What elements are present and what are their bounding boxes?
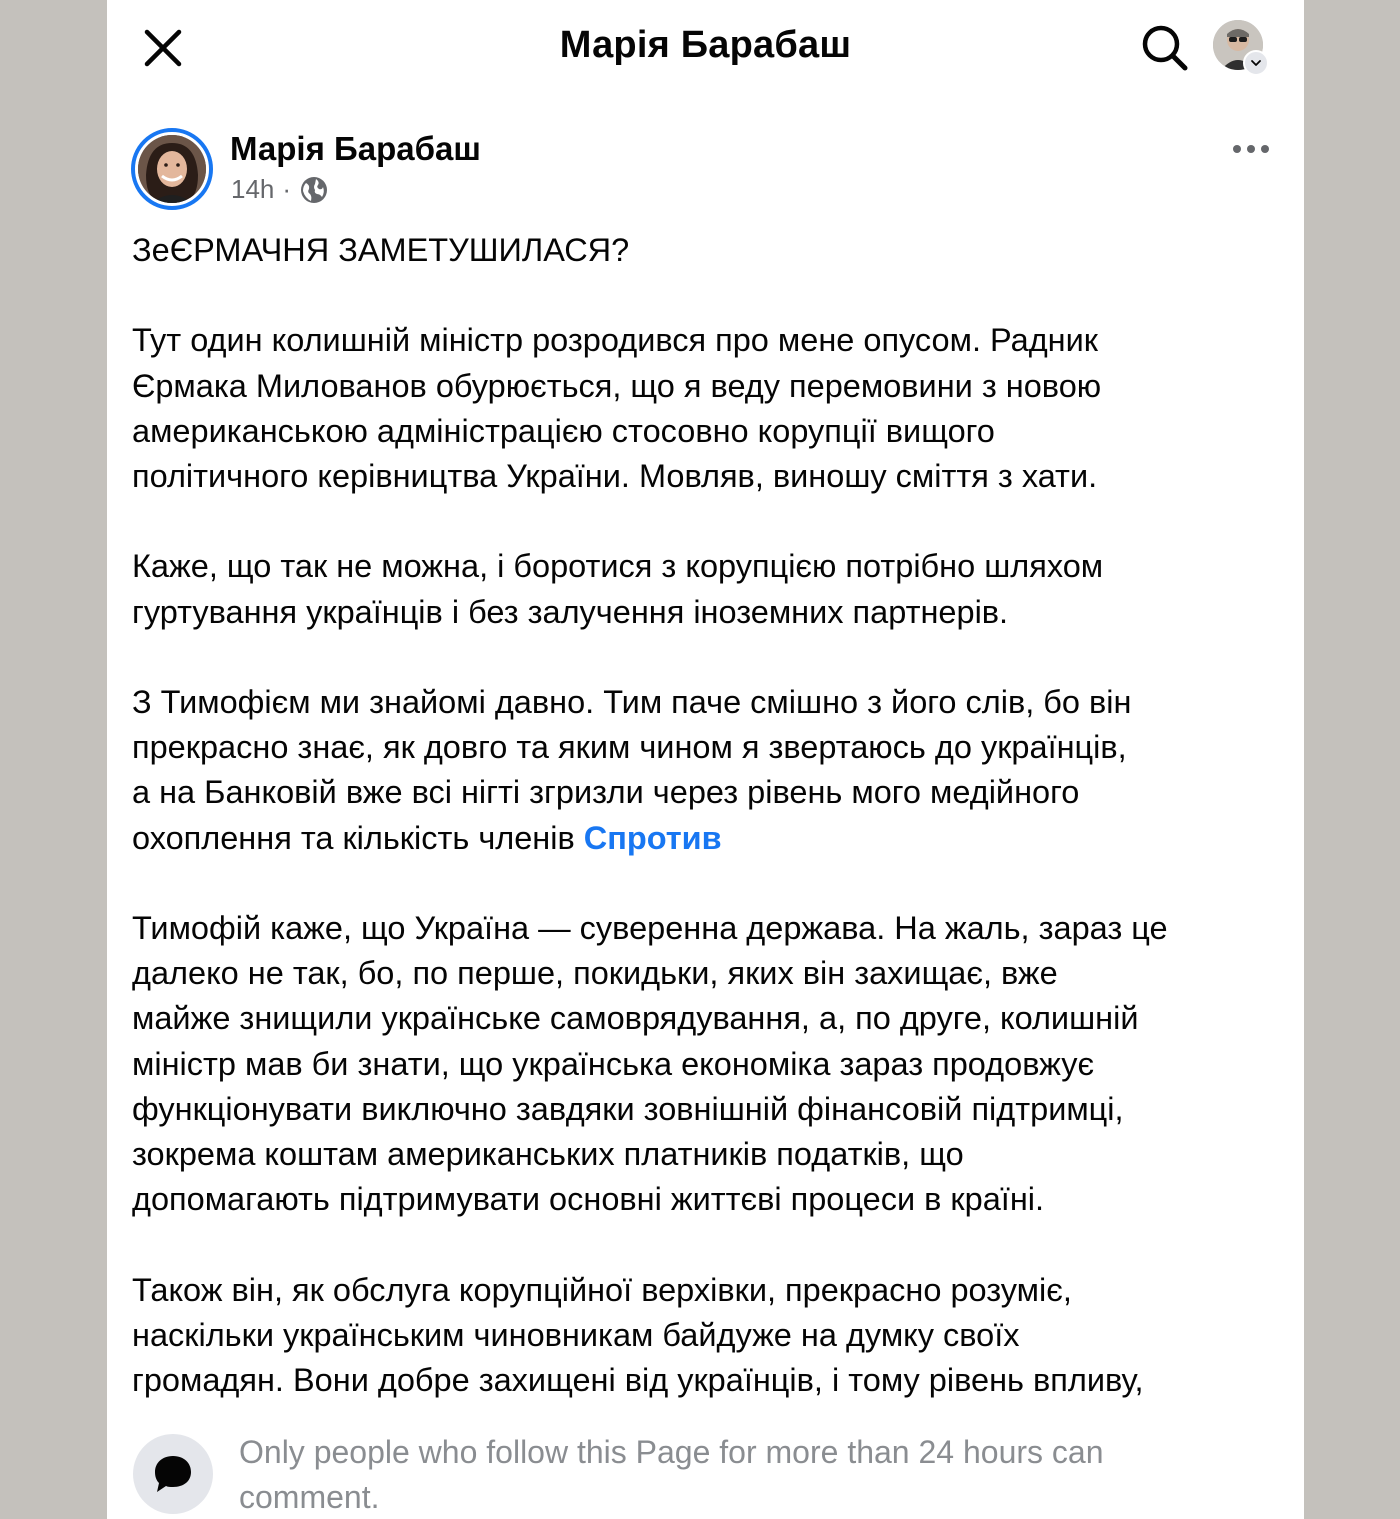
more-dot-icon xyxy=(1261,145,1269,153)
post-meta xyxy=(231,174,329,205)
globe-icon xyxy=(299,175,329,205)
search-button[interactable] xyxy=(1137,20,1193,76)
post-paragraph xyxy=(132,680,1282,861)
author-name[interactable]: Марія Барабаш xyxy=(230,130,481,167)
comment-restriction-bar xyxy=(107,1408,1304,1519)
post-paragraph: Тут один колишній міністр розродився про мене опусом. Радник Єрмака Милованов обурюється, що я веду перемовини з новою американською адміністрацією стосовно корупції вищого політичного керівництва України. Мовляв, виношу сміття з хати. xyxy=(132,322,1102,494)
comment-bubble-icon xyxy=(133,1434,213,1514)
post-paragraph-text: З Тимофієм ми знайомі давно. Тим паче смішно з його слів, бо він прекрасно знає, як довго та яким чином я звертаюсь до українців, а на Банковій вже всі нігті згризли через рівень мого медійного охоплення та кількість членів xyxy=(132,683,1132,856)
profile-menu-button[interactable] xyxy=(1213,20,1269,76)
post-timestamp[interactable]: 14h xyxy=(231,174,275,204)
more-dot-icon xyxy=(1247,145,1255,153)
meta-separator: · xyxy=(282,174,292,204)
more-dot-icon xyxy=(1233,145,1241,153)
page-title: Марія Барабаш xyxy=(559,24,852,66)
post-paragraph: Також він, як обслуга корупційної верхівки, прекрасно розуміє, наскільки українським чиновникам байдуже на думку своїх громадян. Вони добре захищені від українців, і тому рівень впливу, xyxy=(132,1271,1144,1398)
author-avatar[interactable] xyxy=(131,128,213,210)
comment-restriction-text: Only people who follow this Page for more than 24 hours can comment. xyxy=(239,1434,1104,1515)
post-headline: ЗеЄРМАЧНЯ ЗАМЕТУШИЛАСЯ? xyxy=(132,232,630,268)
top-bar xyxy=(107,0,1304,96)
chevron-down-icon xyxy=(1243,50,1269,76)
post-paragraph: Каже, що так не можна, і боротися з корупцією потрібно шляхом гуртування українців і без залучення іноземних партнерів. xyxy=(132,548,1104,630)
post-paragraph: Тимофій каже, що Україна — суверенна держава. На жаль, зараз це далеко не так, бо, по перше, покидьки, яких він захищає, вже майже знищили українське самоврядування, а, по друге, колишній міністр мав би знати, що українська економіка зараз продовжує функціонувати виключно завдяки зовнішній фінансовій підтримці, зокрема коштам американських платників податків, що допомагають підтримувати основні життєві процеси в країні. xyxy=(132,909,1168,1218)
more-options-button[interactable] xyxy=(1221,134,1281,164)
group-link[interactable]: Спротив xyxy=(583,819,722,856)
post-body xyxy=(132,228,1282,1400)
search-icon xyxy=(1140,23,1190,73)
post-header xyxy=(131,126,1281,216)
post-screen xyxy=(107,0,1304,1519)
